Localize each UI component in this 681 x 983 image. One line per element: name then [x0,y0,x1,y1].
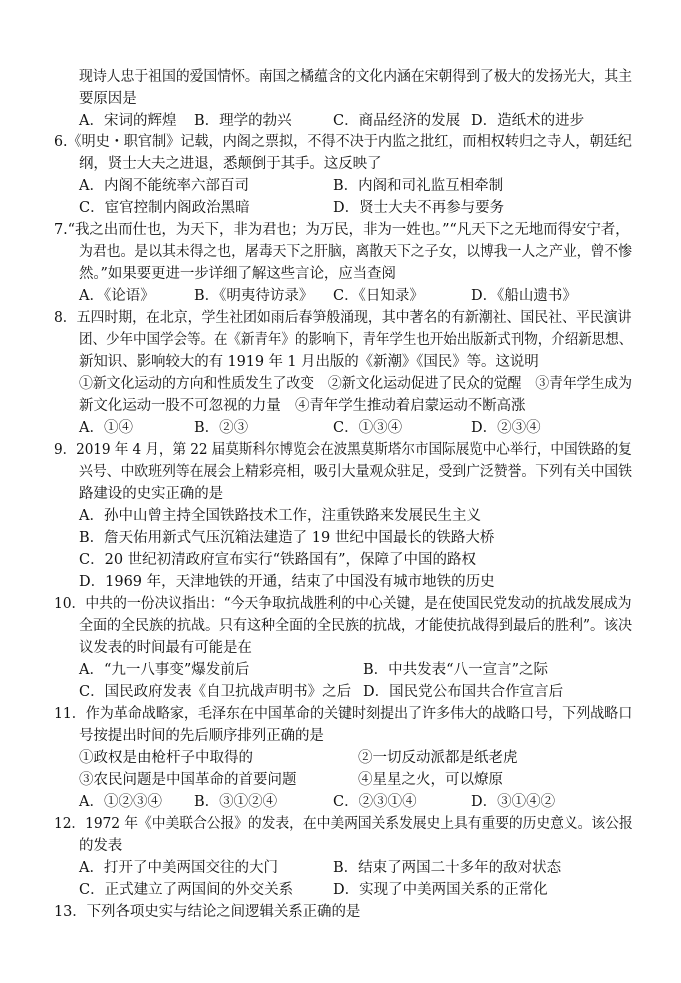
question-9-stem: 9．2019 年 4 月，第 22 届莫斯科尔博览会在波黑莫斯塔尔市国际展览中心举行，中国铁路的复 [54,442,632,458]
question-6-option-a: A．内阁不能统率六部百司 [79,178,249,194]
question-11-statement-1: ①政权是由枪杆子中取得的 [79,750,253,766]
question-11-stem: 号按提出时间的先后顺序排列正确的是 [79,728,324,744]
question-7-option-d: D．《船山遗书》 [471,288,577,304]
question-9-option-b: B．詹天佑用新式气压沉箱法建造了 19 世纪中国最长的铁路大桥 [79,530,495,546]
question-5-text-line: 要原因是 [79,91,137,107]
question-8-statements: 新文化运动一股不可忽视的力量 ④青年学生推动着启蒙运动不断高涨 [79,398,526,414]
question-6-option-c: C．宦官控制内阁政治黑暗 [79,200,250,216]
question-12-option-d: D．实现了中美两国关系的正常化 [333,882,548,898]
question-6-option-b: B．内阁和司礼监互相牵制 [333,178,504,194]
question-8-stem: 8．五四时期，在北京，学生社团如雨后春笋般涌现，其中著名的有新潮社、国民社、平民演讲 [54,310,632,326]
question-12-option-a: A．打开了中美两国交往的大门 [79,860,278,876]
question-10-option-b: B．中共发表“八一宣言”之际 [363,662,548,678]
question-12-stem: 12．1972 年《中美联合公报》的发表，在中美两国关系发展史上具有重要的历史意义。该公报 [54,816,633,832]
question-8-stem: 团、少年中国学会等。在《新青年》的影响下，青年学生也开始出版新式刊物，介绍新思想、 [79,332,633,348]
question-10-option-a: A．“九一八事变”爆发前后 [79,662,250,678]
question-5-option-b: B．理学的勃兴 [194,113,292,129]
question-8-option-d: D．②③④ [471,420,541,436]
question-9-option-d: D．1969 年，天津地铁的开通，结束了中国没有城市地铁的历史 [79,574,495,590]
question-10-stem: 全面的全民族的抗战。只有这种全面的全民族的抗战，才能使抗战得到最后的胜利”。该决 [79,618,632,634]
question-8-statements: ①新文化运动的方向和性质发生了改变 ②新文化运动促进了民众的觉醒 ③青年学生成为 [79,376,632,392]
question-8-option-b: B．②③ [194,420,249,436]
question-12-option-b: B．结束了两国二十多年的敌对状态 [333,860,562,876]
question-10-stem: 议发表的时间最有可能是在 [79,640,252,656]
question-7-stem: 7.“我之出而仕也，为天下，非为君也；为万民，非为一姓也。”“凡天下之无地而得安宁者， [54,222,630,238]
question-11-statement-3: ③农民问题是中国革命的首要问题 [79,772,297,788]
question-5-text-line: 现诗人忠于祖国的爱国情怀。南国之橘蕴含的文化内涵在宋朝得到了极大的发扬光大，其主 [79,69,632,85]
question-8-option-c: C．①③④ [333,420,403,436]
question-10-stem: 10．中共的一份决议指出：“今天争取抗战胜利的中心关键，是在使国民党发动的抗战发展成为 [54,596,632,612]
question-11-option-a: A．①②③④ [79,794,162,810]
question-5-option-d: D．造纸术的进步 [471,113,585,129]
question-5-option-a: A．宋词的辉煌 [79,113,177,129]
question-10-option-c: C．国民政府发表《自卫抗战声明书》之后 [79,684,352,700]
question-11-stem: 11．作为革命战略家，毛泽东在中国革命的关键时刻提出了许多伟大的战略口号，下列战略口 [54,706,633,722]
question-11-statement-2: ②一切反动派都是纸老虎 [358,750,518,766]
question-11-option-b: B．③①②④ [194,794,278,810]
question-7-option-a: A．《论语》 [79,288,155,304]
question-6-option-d: D．贤士大夫不再参与要务 [333,200,505,216]
question-7-option-c: C．《日知录》 [333,288,424,304]
question-6-stem: 纲，贤士大夫之进退，悉颠倒于其手。这反映了 [79,156,382,172]
question-6-stem: 6.《明史・职官制》记载，内阁之票拟，不得不决于内监之批红，而相权转归之寺人，朝廷纪 [54,134,632,150]
question-7-option-b: B．《明夷待访录》 [194,288,314,304]
question-8-stem: 新知识、影响较大的有 1919 年 1 月出版的《新潮》《国民》等。这说明 [79,354,539,370]
question-13-stem: 13．下列各项史实与结论之间逻辑关系正确的是 [54,904,361,920]
question-7-stem: 为君也。是以其未得之也，屠毒天下之肝脑，离散天下之子女，以博我一人之产业，曾不惨 [79,244,632,260]
question-9-stem: 兴号、中欧班列等在展会上精彩亮相，吸引大量观众驻足，受到广泛赞誉。下列有关中国铁 [79,464,632,480]
question-8-option-a: A．①④ [79,420,133,436]
question-11-option-c: C．②③①④ [333,794,417,810]
question-9-stem: 路建设的史实正确的是 [79,486,223,502]
question-5-option-c: C．商品经济的发展 [333,113,461,129]
question-10-option-d: D．国民党公布国共合作宣言后 [363,684,564,700]
question-11-option-d: D．③①④② [471,794,556,810]
question-9-option-c: C．20 世纪初清政府宣布实行“铁路国有”，保障了中国的路权 [79,552,476,568]
question-9-option-a: A．孙中山曾主持全国铁路技术工作，注重铁路来发展民生主义 [79,508,481,524]
question-7-stem: 然。”如果要更进一步详细了解这些言论，应当查阅 [79,266,396,282]
question-11-statement-4: ④星星之火，可以燎原 [358,772,503,788]
question-12-option-c: C．正式建立了两国间的外交关系 [79,882,294,898]
question-12-stem: 的发表 [79,838,123,854]
